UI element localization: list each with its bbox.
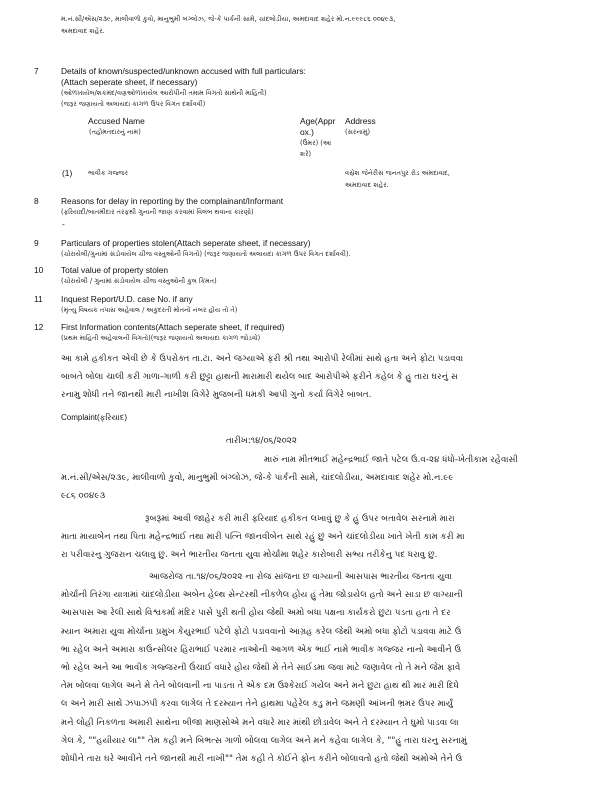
complaint-line: રા પરીવારનુ ગુજરાન ચલાવુ છુ. અને ભારતીય જનતા યુવા મોર્ચામા શહેર કારોબારી સભ્ય તરીકેનુ પદ ધરાવુ છુ. <box>61 550 438 561</box>
complaint-line: ૯૮૬ ૦૦૪૯૩ <box>61 491 106 502</box>
section-12-gujarati: (પ્રથમ માહિતી અહેવાલની વિગતો)(જરૂર જણાયતો અલાયદા કાગળ જોડવો) <box>61 334 261 342</box>
complaint-line: આસપાસ આ રેલી સાથે વિશ્વકર્મા મંદિર પાસે પુરી થતી હોય જેથી અમો બધા પક્ષના કાર્યકરો છુટા પડતા હતા તે દર <box>61 608 451 619</box>
complaint-line: ગેલ કે, ""હયીયાર લા"" તેમ કહી મને બિભત્સ ગાળો બોલવા લાગેલ અને મને કહેવા લાગેલ કે, ""હું તારા ઘરનુ સરનામું <box>61 735 468 746</box>
section-7-number: 7 <box>34 66 39 76</box>
accused-row-number: (1) <box>62 168 73 178</box>
summary-paragraph <box>61 350 581 405</box>
age-header-gujarati-2: શરે) <box>300 150 312 158</box>
section-10-title: Total value of property stolen <box>61 265 169 275</box>
section-12-title: First Information contents(Attach seperate sheet, if required) <box>61 322 285 332</box>
section-7-gujarati-1: (ઓળખાયેલ/શકમંદ/વણઓળખાયેલ આરોપીની તમામ વિગતો સાથેની માહિતી) <box>61 89 267 97</box>
header-address-line-2: અમદાવાદ શહેર. <box>61 27 105 35</box>
complaint-line: મને લોહી નિકળતા અમારી સાથેના બીજા માણસોએ મને વધારે માર માંથી છોડાવેલ અને તે દરમ્યાન તે ઘુમો પાડવા લા <box>61 717 459 728</box>
complaint-line: ભો રહેલ અને આ ભાવીક ગજ્જરની ઉંચાઈ વધારે હોય જેથી મે તેને સાઈડમા જવા માટે જણાવેલ તો તે મને જેમ ફાવે <box>61 663 461 674</box>
accused-row-address-2: અમદાવાદ શહેર. <box>345 181 389 189</box>
age-header-line-2: ox.) <box>300 127 314 137</box>
section-7-subtitle: (Attach seperate sheet, if necessary) <box>61 77 198 87</box>
address-header-gujarati: (સરનામું) <box>345 128 371 136</box>
section-9-gujarati: (ચોરાયેલી/ગુનામાં સંડોવાયેલ ચીજ વસ્તુઓની વિગતો) (જરૂર જણાયતો અલાયદા કાગળ ઉપર વિગત દર્શાવવી). <box>61 250 351 258</box>
complaint-line: તેમ બોલવા લાગેલ અને મે તેને બોલવાની ના પાડતા તે એક દમ ઉશ્કેરાઈ ગયેલ અને મને છુટા હાથ થી માર મારી દિધે <box>61 681 459 692</box>
section-7-gujarati-2: (જરૂર જણાયતો અલાયદા કાગળ ઉપર વિગત દર્શાવવી) <box>61 100 206 108</box>
accused-row-address-1: વસ્રેશ જેનેરીસ જનતપુર રોડ અમદાવાદ, <box>345 169 451 177</box>
section-10-number: 10 <box>34 265 44 275</box>
complaint-line: લ અને મારી સાથે ઝપાઝપી કરવા લાગેલ તે દરમ્યાન તેને હાથમા પહેરેલ કડુ મને જમણી આંખની ભ્રમર ઉપર માર્યું <box>61 699 453 710</box>
header-address-line-1: મ.નં.સી/એસ/૨૩૯, માલીવાળો કુવો, માનુભુમી બંગ્લોઝ, જે-કે પાર્કની સામે, ચાંદલોડીયા, અમદાવાદ શહેર મો.ન.૯૯૯૮૬ ૦૦૪૯૩, <box>61 15 396 23</box>
section-11-title: Inquest Report/U.D. case No. if any <box>61 294 193 304</box>
section-8-number: 8 <box>34 196 39 206</box>
section-8-title: Reasons for delay in reporting by the complainant/Informant <box>61 196 284 206</box>
complaint-incident-paragraph <box>61 568 581 768</box>
section-11-number: 11 <box>34 294 43 304</box>
complaint-line: મારું નામ મીતભાઈ મહેન્દ્રભાઈ જાતે પટેલ ઉ.વ-૨૪ ધંધો-ખેતીકામ રહેવાસી <box>264 455 519 465</box>
complaint-line: શોધીને તારા ઘરે આવીને તને જાનથી મારી નાખી"" તેમ કહી તે કોઈને ફોન કરીને બોલાવતો હતો જેથી અમોએ તેને ઉ <box>61 754 463 765</box>
complaint-line: મોર્ચાની તિરંગા યાત્રામાં ચાંદલોડીયા અબેન હેલ્થ સેન્ટરથી નીકળેલ હોય હું તેમા જોડાયેલ હતો અને સાડા છ વાગ્યાની <box>61 590 463 601</box>
complaint-line: આજરોજ તા.૧૪/૦૬/૨૦૨૨ ના રોજ સાંજના છ વાગ્યાની આસપાસ ભારતીય જનતા યુવા <box>149 572 452 582</box>
summary-line: રનામુ શોધી તને જાનથી મારી નાખીશ વિગેરે મુજબની ધમકી આપી ગુનો કર્યા વિગેરે બાબત. <box>61 390 372 401</box>
complaint-family-paragraph <box>61 510 581 565</box>
accused-name-header: Accused Name <box>88 116 145 126</box>
summary-line: આ કામે હકીકત એવી છે કે ઉપરોક્ત તા.ટા. અને જગ્યાએ ફરી શ્રી તથા આરોપી રેલીમાં સાથે હતા અને ફોટા પડાવવા <box>61 354 464 364</box>
complaint-date: તારીખ:૧૪/૦૬/૨૦૨૨ <box>226 436 297 446</box>
summary-line: બાબતે બોલા ચાલી કરી ગાળા-ગાળી કરી છુટ્ટા હાથની મારામારી થયેલ બાદ આરોપીએ ફરીને કહેલ કે હુ તારા ઘરનું સ <box>61 372 458 383</box>
age-header: Age(Appr <box>300 116 336 126</box>
section-11-gujarati: (મૃત્યુ વિષયક તપાસ અહેવાલ / અકુદરતી મોતનો નંબર હોય તો તે) <box>61 306 238 314</box>
complaint-line: માતા માયાબેન તથા પિતા મહેન્દ્રભાઈ તથા મારી પત્નિ જાનવીબેન સાથે રહું છું અને ચાંદલોડીયા ખાતે ખેતી કામ કરી મા <box>61 532 465 543</box>
age-header-gujarati: (ઉંમર) (આ <box>300 139 332 147</box>
complaint-line: મ્યાન અમારા યુવા મોર્ચાના પ્રમુખ કેયુરભાઈ પટેલે ફોટો પડાવવાનો આગ્રહ કરેલ જેથી અમો બધા ફોટો પડાવવા માટે ઉ <box>61 626 462 637</box>
complaint-intro <box>61 451 581 506</box>
complaint-line: ભા રહેલ અને અમારા કાઉન્સીલર હિરાભાઈ પરમાર નાઓની આગળ એક ભાઈ નામે ભાવીક ગજ્જર નાનો આવીને ઉ <box>61 644 462 655</box>
section-10-gujarati: (ચોરાયેલી / ગુનામાં સંડોવાયેલ ચીજ વસ્તુઓની કુલ કિંમત) <box>61 277 217 285</box>
accused-name-header-gujarati: (તહોમતદારનું નામ) <box>89 128 141 136</box>
section-12-number: 12 <box>34 322 44 332</box>
section-8-value: - <box>62 219 65 229</box>
complaint-line: મ.નં.સી/એસ/૨૩૯, માલીવાળો કુવો, માનુભુમી બંગ્લોઝ, જે-કે પાર્કની સામે, ચાંદલોડીયા, અમદાવાદ શહેર મો.ન.૯૯ <box>61 473 454 484</box>
section-9-number: 9 <box>34 238 39 248</box>
section-9-title: Particulars of properties stolen(Attach seperate sheet, if necessary) <box>61 238 311 248</box>
section-8-gujarati: (ફરિયાદી/બાતમીદાર તરફથી ગુનાની જાણ કરવામાં વિલંબ થવાના કારણો) <box>61 208 254 216</box>
accused-row-name: ભાવીક ગજ્જર <box>88 169 129 177</box>
complaint-label: Complaint(ફરિયાદ) <box>61 413 127 422</box>
section-7-title: Details of known/suspected/unknown accused with full particulars: <box>61 66 306 76</box>
complaint-line: રૂબરૂમાં આવી જાહેર કરી મારી ફરિયાદ હકીકત લખાવું છુ કે હું ઉપર બતાવેલ સરનામે મારા <box>145 514 455 524</box>
address-header: Address <box>345 116 376 126</box>
